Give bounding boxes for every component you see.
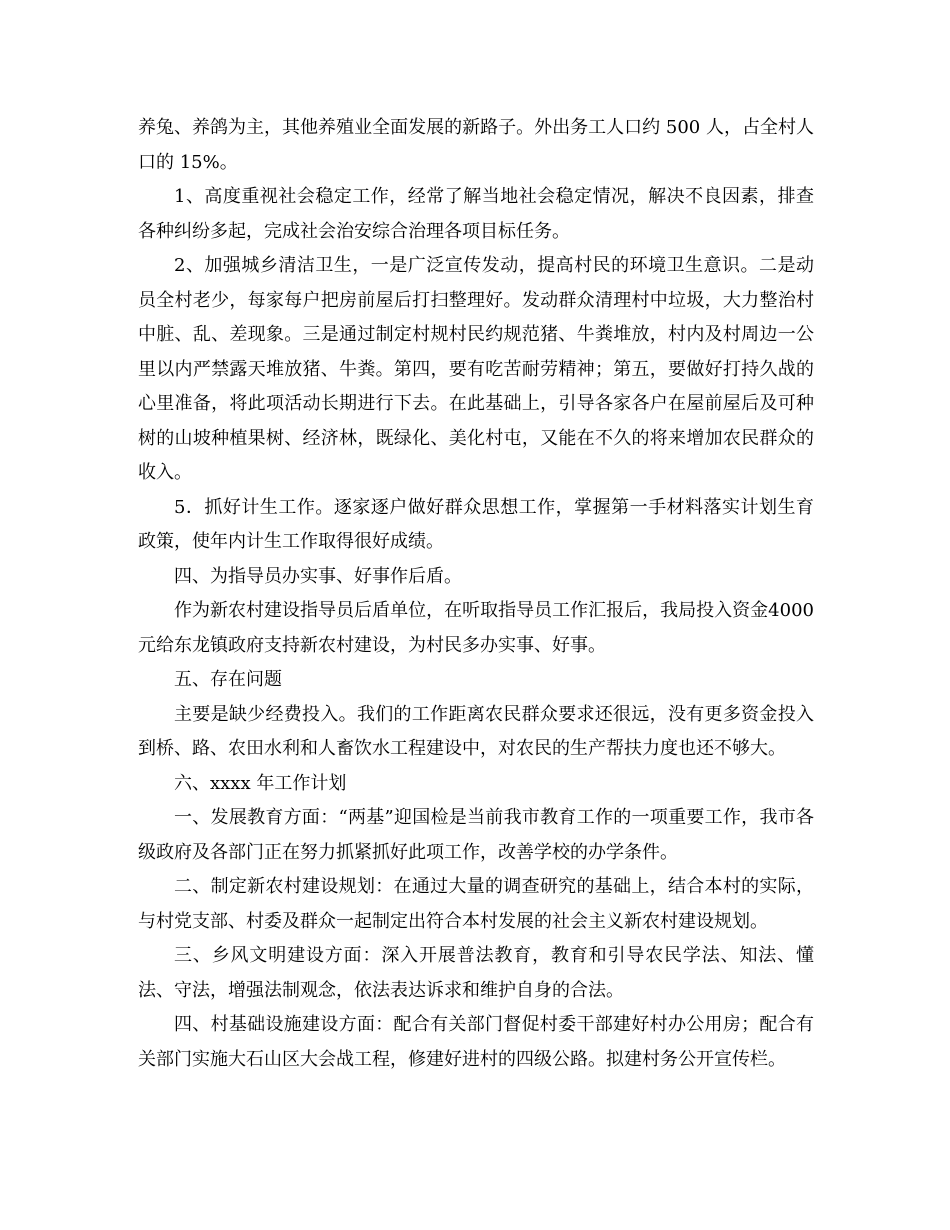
section-heading: 四、为指导员办实事、好事作后盾。 (174, 565, 462, 587)
paragraph: 2、加强城乡清洁卫生，一是广泛宣传发动，提高村民的环境卫生意识。二是动员全村老少，每家每户把房前屋后打扫整理好。发动群众清理村中垃圾，大力整治村中脏、乱、差现象。三是通过制定村规村民约规范猪、牛粪堆放，村内及村周边一公里以内严禁露天堆放猪、牛粪。第四，要有吃苦耐劳精神；第五，要做好打持久战的心里准备，将此项活动长期进行下去。在此基础上，引导各家各户在屋前屋后及可种树的山坡种植果树、经济林，既绿化、美化村屯，又能在不久的将来增加农民群众的收入。 (138, 255, 814, 483)
document-body (138, 111, 814, 1077)
paragraph: 养兔、养鸽为主，其他养殖业全面发展的新路子。外出务工人口约 500 人，占全村人口的 15%。 (138, 117, 814, 173)
paragraph: 作为新农村建设指导员后盾单位，在听取指导员工作汇报后，我局投入资金4000 元给东龙镇政府支持新农村建设，为村民多办实事、好事。 (138, 600, 814, 656)
paragraph: 四、村基础设施建设方面：配合有关部门督促村委干部建好村办公用房；配合有关部门实施大石山区大会战工程，修建好进村的四级公路。拟建村务公开宣传栏。 (138, 1014, 814, 1070)
paragraph: 1、高度重视社会稳定工作，经常了解当地社会稳定情况，解决不良因素，排查各种纠纷多起，完成社会治安综合治理各项目标任务。 (138, 186, 814, 242)
paragraph: 二、制定新农村建设规划：在通过大量的调查研究的基础上，结合本村的实际，与村党支部、村委及群众一起制定出符合本村发展的社会主义新农村建设规划。 (138, 876, 814, 932)
paragraph: 三、乡风文明建设方面：深入开展普法教育，教育和引导农民学法、知法、懂法、守法，增强法制观念，依法表达诉求和维护自身的合法。 (138, 945, 814, 1001)
paragraph: 一、发展教育方面：“两基”迎国检是当前我市教育工作的一项重要工作，我市各级政府及各部门正在努力抓紧抓好此项工作，改善学校的办学条件。 (138, 807, 814, 863)
paragraph: 主要是缺少经费投入。我们的工作距离农民群众要求还很远，没有更多资金投入到桥、路、农田水利和人畜饮水工程建设中，对农民的生产帮扶力度也还不够大。 (138, 703, 814, 759)
section-heading: 五、存在问题 (174, 669, 282, 690)
section-heading: 六、xxxx 年工作计划 (174, 772, 347, 794)
paragraph: 5．抓好计生工作。逐家逐户做好群众思想工作，掌握第一手材料落实计划生育政策，使年内计生工作取得很好成绩。 (138, 496, 814, 552)
